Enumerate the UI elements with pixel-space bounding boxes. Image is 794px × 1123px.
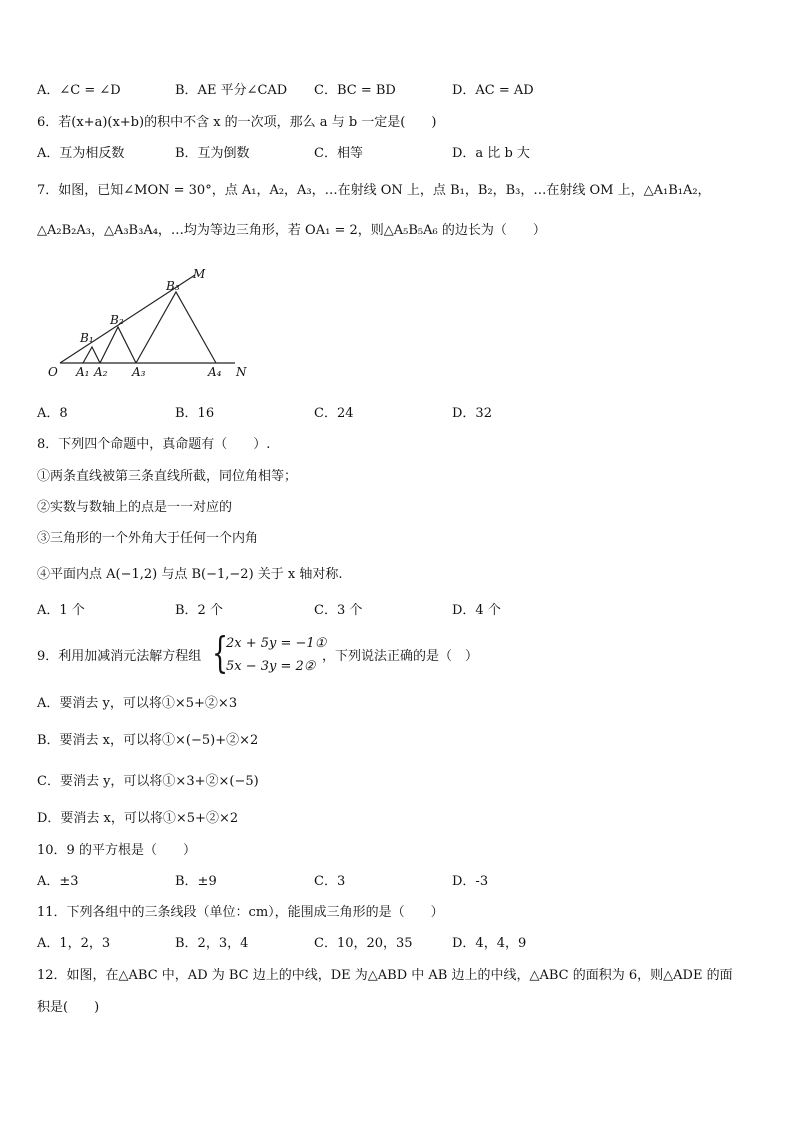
q5-option-c: C．BC = BD xyxy=(314,83,396,98)
q6-option-a: A．互为相反数 xyxy=(37,146,125,161)
label-b3: B₃ xyxy=(166,279,180,293)
q6-option-b: B．互为倒数 xyxy=(175,146,250,161)
q6-options xyxy=(37,145,757,163)
q9-stem-prefix: 9．利用加减消元法解方程组 xyxy=(37,649,202,664)
label-b1: B₁ xyxy=(80,331,94,345)
q8-item-1: ①两条直线被第三条直线所截，同位角相等； xyxy=(37,469,298,484)
q7-stem-line1: 7．如图，已知∠MON = 30°，点 A₁，A₂，A₃，…在射线 ON 上，点 B₁，B₂，B₃，…在射线 OM 上，△A₁B₁A₂， xyxy=(37,183,711,198)
q9-equation-1: 2x + 5y = −1① xyxy=(226,636,327,651)
q9-equation-system xyxy=(212,628,332,680)
q6-stem: 6．若(x+a)(x+b)的积中不含 x 的一次项，那么 a 与 b 一定是( ) xyxy=(37,115,437,130)
q5-option-a: A．∠C = ∠D xyxy=(37,83,121,98)
label-n: N xyxy=(236,365,247,379)
q10-options xyxy=(37,873,757,891)
q7-figure xyxy=(40,262,260,386)
q8-options xyxy=(37,602,757,620)
q7-option-a: A．8 xyxy=(37,406,68,421)
q11-option-d: D．4，4，9 xyxy=(452,936,527,951)
q11-option-b: B．2，3，4 xyxy=(175,936,249,951)
label-a4: A₄ xyxy=(208,365,222,379)
triangle-a1b1a2 xyxy=(83,347,100,363)
q8-option-b: B．2 个 xyxy=(175,603,223,618)
q10-option-b: B．±9 xyxy=(175,874,217,889)
q10-option-c: C．3 xyxy=(314,874,346,889)
q5-option-d: D．AC = AD xyxy=(452,83,534,98)
q7-options xyxy=(37,405,757,423)
triangle-a3b3a4 xyxy=(136,292,216,363)
q11-option-a: A．1，2，3 xyxy=(37,936,111,951)
q11-option-c: C．10，20，35 xyxy=(314,936,413,951)
label-a2: A₂ xyxy=(94,365,108,379)
label-a1: A₁ xyxy=(76,365,90,379)
q5-options xyxy=(37,82,757,100)
q8-option-c: C．3 个 xyxy=(314,603,363,618)
q12-stem-line2: 积是( ) xyxy=(37,1000,100,1015)
q7-stem-line2: △A₂B₂A₃，△A₃B₃A₄，…均为等边三角形，若 OA₁ = 2，则△A₅B₅A₆ 的边长为（ ） xyxy=(37,223,546,238)
q9-option-d: D．要消去 x，可以将①×5+②×2 xyxy=(37,811,239,826)
q8-item-4: ④平面内点 A(−1,2) 与点 B(−1,−2) 关于 x 轴对称. xyxy=(37,567,343,582)
q10-option-a: A．±3 xyxy=(37,874,79,889)
q6-option-c: C．相等 xyxy=(314,146,363,161)
label-o: O xyxy=(48,365,58,379)
q9-option-c: C．要消去 y，可以将①×3+②×(−5) xyxy=(37,774,259,789)
q11-stem: 11．下列各组中的三条线段（单位：cm），能围成三角形的是（ ） xyxy=(37,905,444,920)
triangle-a2b2a3 xyxy=(100,327,136,363)
q7-option-b: B．16 xyxy=(175,406,215,421)
q12-stem-line1: 12．如图，在△ABC 中，AD 为 BC 边上的中线，DE 为△ABD 中 AB 边上的中线，△ABC 的面积为 6，则△ADE 的面 xyxy=(37,968,733,983)
q9-option-b: B．要消去 x，可以将①×(−5)+②×2 xyxy=(37,733,259,748)
q8-item-3: ③三角形的一个外角大于任何一个内角 xyxy=(37,531,259,546)
q11-options xyxy=(37,935,757,953)
q5-option-b: B．AE 平分∠CAD xyxy=(175,83,288,98)
q8-stem: 8．下列四个命题中，真命题有（ ）. xyxy=(37,437,271,452)
q8-option-a: A．1 个 xyxy=(37,603,85,618)
left-brace: { xyxy=(212,628,229,677)
q7-option-d: D．32 xyxy=(452,406,492,421)
q9-option-a: A．要消去 y，可以将①×5+②×3 xyxy=(37,696,238,711)
label-b2: B₂ xyxy=(110,313,124,327)
q8-item-2: ②实数与数轴上的点是一一对应的 xyxy=(37,500,233,515)
q10-stem: 10．9 的平方根是（ ） xyxy=(37,843,196,858)
q8-option-d: D．4 个 xyxy=(452,603,501,618)
q9-equation-2: 5x − 3y = 2② xyxy=(226,659,316,674)
q6-option-d: D．a 比 b 大 xyxy=(452,146,530,161)
label-m: M xyxy=(193,267,206,281)
q7-option-c: C．24 xyxy=(314,406,354,421)
q9-stem-suffix: ，下列说法正确的是（ ） xyxy=(322,649,479,664)
label-a3: A₃ xyxy=(132,365,146,379)
q10-option-d: D．-3 xyxy=(452,874,489,889)
equilateral-triangles-diagram xyxy=(40,262,260,382)
